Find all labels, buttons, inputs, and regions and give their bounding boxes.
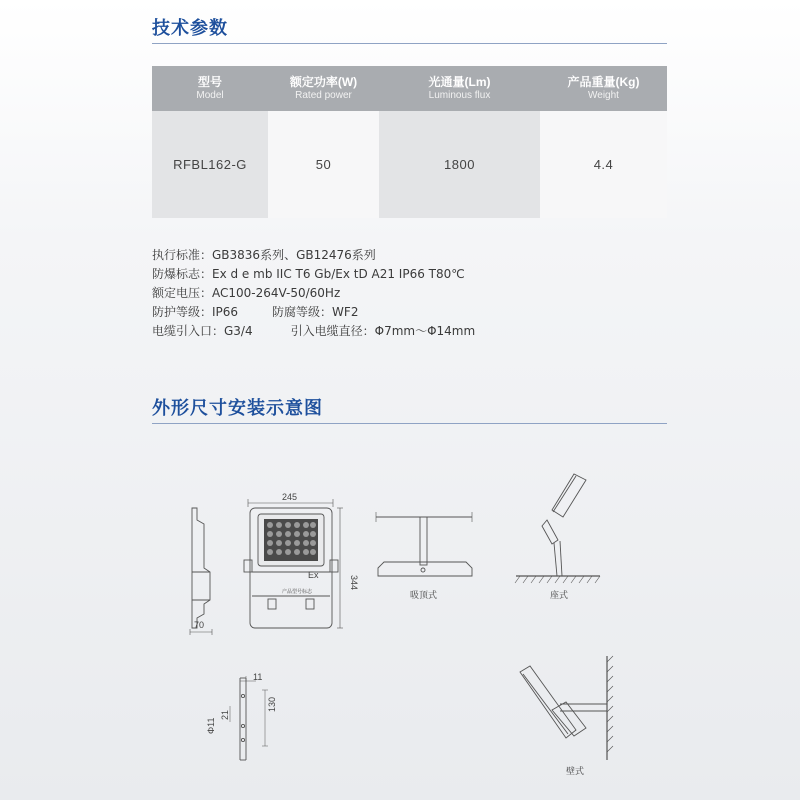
section-title-install: 外形尺寸安装示意图	[152, 398, 323, 419]
cell-power: 50	[268, 111, 379, 218]
header-model-en: Model	[196, 89, 224, 101]
spec-voltage: 额定电压：AC100-264V-50/60Hz	[152, 286, 341, 300]
header-flux-en: Luminous flux	[428, 89, 491, 101]
wall-mount-caption: 壁式	[566, 767, 585, 777]
header-power-cn: 额定功率(W)	[289, 74, 358, 89]
ex-label: Ex	[308, 570, 319, 580]
spec-ip: 防护等级：IP66	[152, 305, 239, 319]
side-view-drawing	[190, 508, 212, 635]
header-weight-cn: 产品重量(Kg)	[567, 74, 640, 89]
dim-21: 21	[220, 709, 230, 720]
ceiling-mount-drawing	[376, 512, 472, 601]
spec-standard: 执行标准：GB3836系列、GB12476系列	[152, 248, 376, 262]
cell-model: RFBL162-G	[152, 111, 268, 218]
spec-corrosion: 防腐等级：WF2	[272, 305, 359, 319]
header-weight-en: Weight	[588, 89, 619, 101]
header-flux-cn: 光通量(Lm)	[428, 74, 491, 89]
dim-width: 245	[282, 492, 298, 502]
cell-flux: 1800	[379, 111, 540, 218]
brand-label: 产品型号标志	[282, 589, 313, 595]
bracket-detail-drawing	[206, 672, 277, 760]
dim-130: 130	[267, 696, 277, 712]
cell-weight: 4.4	[540, 111, 667, 218]
dim-height: 344	[349, 575, 359, 591]
spec-cable-dia: 引入电缆直径：Φ7mm～Φ14mm	[290, 324, 476, 338]
dim-11: 11	[253, 672, 263, 682]
dim-depth: 70	[194, 620, 205, 630]
header-power-en: Rated power	[295, 89, 352, 101]
seat-mount-drawing	[515, 474, 600, 601]
ceiling-mount-caption: 吸顶式	[410, 591, 438, 601]
spec-cable-entry: 电缆引入口：G3/4	[152, 324, 253, 338]
wall-mount-drawing	[520, 656, 613, 777]
spec-ex-mark: 防爆标志：Ex d e mb IIC T6 Gb/Ex tD A21 IP66 T80℃	[152, 267, 465, 281]
seat-mount-caption: 座式	[550, 591, 569, 601]
header-model-cn: 型号	[197, 74, 222, 89]
section-title-tech-params: 技术参数	[152, 18, 228, 39]
front-view-drawing	[244, 492, 359, 628]
dim-phi11: Φ11	[206, 717, 216, 734]
